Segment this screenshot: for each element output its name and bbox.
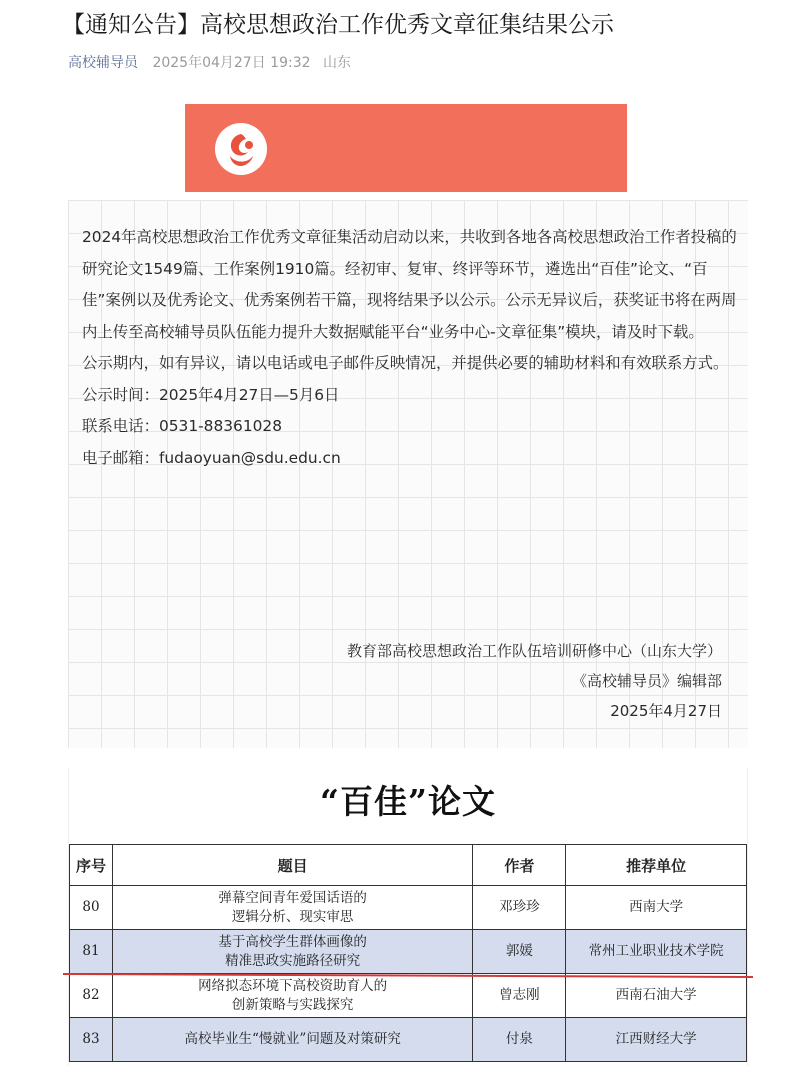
row-title <box>112 886 472 930</box>
row-author: 郭媛 <box>473 930 566 974</box>
author-link[interactable]: 高校辅导员 <box>68 55 138 71</box>
row-author: 邓珍珍 <box>473 886 566 930</box>
table-header-row <box>70 845 747 886</box>
row-title-line: 弹幕空间青年爱国话语的 <box>218 889 367 906</box>
notice-paragraph: 公示期内，如有异议，请以电话或电子邮件反映情况，并提供必要的辅助材料和有效联系方式。 <box>82 354 729 372</box>
notice-signature <box>347 636 722 726</box>
publish-date: 2025年04月27日 19:32 <box>152 55 311 71</box>
row-no: 82 <box>70 974 113 1018</box>
notice-document <box>68 200 748 748</box>
table-row <box>70 886 747 930</box>
row-no: 81 <box>70 930 113 974</box>
papers-section <box>68 768 748 1066</box>
row-no: 80 <box>70 886 113 930</box>
row-unit: 西南石油大学 <box>566 974 747 1018</box>
signature-date: 2025年4月27日 <box>610 702 722 720</box>
table-row <box>70 930 747 974</box>
notice-body <box>82 222 742 474</box>
row-title: 高校毕业生“慢就业”问题及对策研究 <box>112 1018 472 1062</box>
signature-org: 教育部高校思想政治工作队伍培训研修中心（山东大学） <box>346 642 722 660</box>
notice-phone: 联系电话：0531-88361028 <box>82 417 283 435</box>
article-title: 【通知公告】高校思想政治工作优秀文章征集结果公示 <box>62 12 614 38</box>
header-author: 作者 <box>473 845 566 886</box>
row-title-line: 逻辑分析、现实审思 <box>231 908 354 925</box>
publication-logo-icon <box>215 123 267 175</box>
header-no: 序号 <box>70 845 113 886</box>
row-unit: 西南大学 <box>566 886 747 930</box>
header-unit: 推荐单位 <box>566 845 747 886</box>
row-unit: 江西财经大学 <box>566 1018 747 1062</box>
row-title-line: 精准思政实施路径研究 <box>225 952 361 969</box>
row-title-line: 创新策略与实践探究 <box>231 996 354 1013</box>
row-title <box>112 974 472 1018</box>
row-title <box>112 930 472 974</box>
papers-table <box>69 844 747 1062</box>
table-row <box>70 974 747 1018</box>
article-meta <box>68 52 351 72</box>
row-title-line: 网络拟态环境下高校资助育人的 <box>198 977 388 994</box>
papers-section-title: “百佳”论文 <box>320 782 496 821</box>
notice-period: 公示时间：2025年4月27日—5月6日 <box>82 385 340 404</box>
row-author: 付泉 <box>473 1018 566 1062</box>
row-title-line: 基于高校学生群体画像的 <box>218 933 367 950</box>
header-banner <box>185 104 627 192</box>
notice-paragraph: 2024年高校思想政治工作优秀文章征集活动启动以来，共收到各地各高校思想政治工作者投稿的研究论文1549篇、工作案例1910篇。经初审、复审、终评等环节，遴选出“百佳”论文、“百佳”案例以及优秀论文、优秀案例若干篇，现将结果予以公示。公示无异议后，获奖证书将在两周内上传至高校辅导员队伍能力提升大数据赋能平台“业务中心-文章征集”模块，请及时下载。 <box>82 228 737 341</box>
row-unit: 常州工业职业技术学院 <box>566 930 747 974</box>
signature-dept: 《高校辅导员》编辑部 <box>571 672 722 690</box>
notice-email: 电子邮箱：fudaoyuan@sdu.edu.cn <box>82 448 341 467</box>
row-author: 曾志刚 <box>473 974 566 1018</box>
header-title: 题目 <box>112 845 472 886</box>
publish-location: 山东 <box>322 55 351 71</box>
table-row <box>70 1018 747 1062</box>
row-no: 83 <box>70 1018 113 1062</box>
